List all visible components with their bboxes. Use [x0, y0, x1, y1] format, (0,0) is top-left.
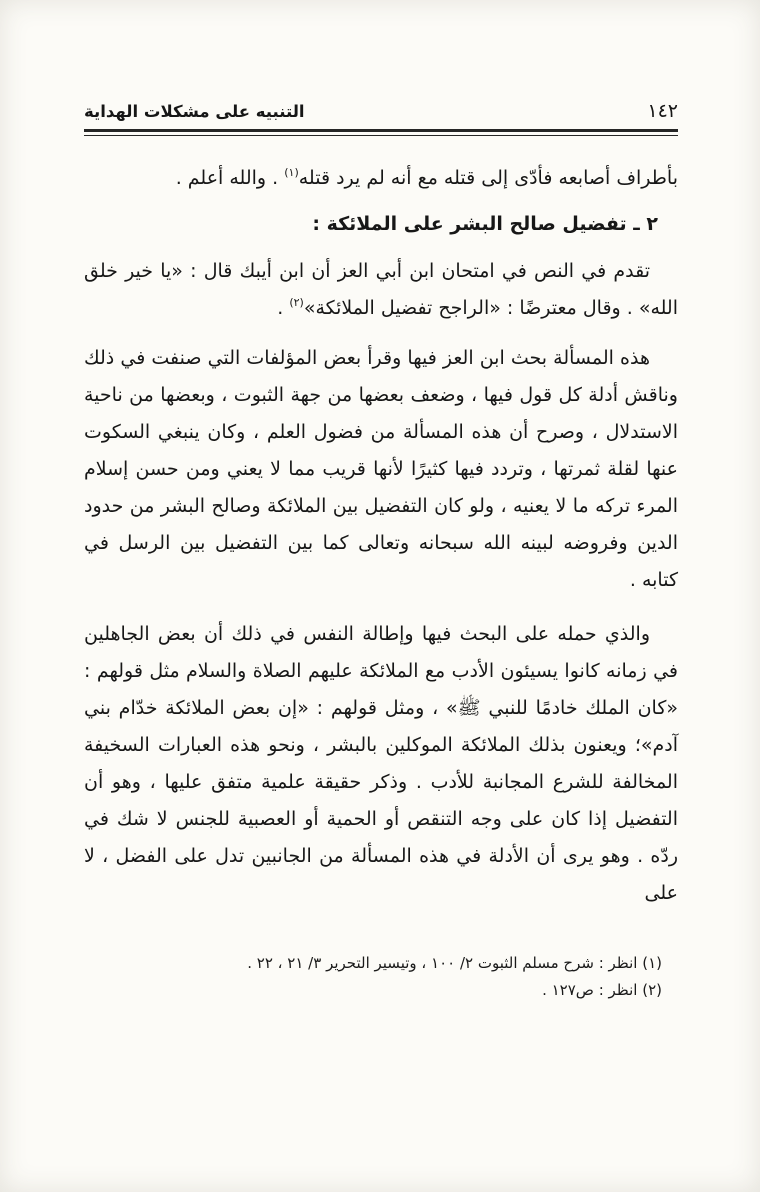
- paragraph-text: بأطراف أصابعه فأدّى إلى قتله مع أنه لم يرد قتله: [298, 167, 678, 189]
- paragraph-text: . والله أعلم .: [175, 167, 285, 189]
- header-rule-thick: [84, 129, 678, 132]
- page-number: ١٤٢: [647, 100, 678, 122]
- footnote-marker-2: (٢): [289, 296, 304, 309]
- page-body: [84, 160, 678, 912]
- page-content: [84, 0, 678, 1192]
- running-header: [84, 100, 678, 122]
- running-head-title: التنبيه على مشكلات الهداية: [84, 102, 305, 121]
- paragraph-continuation: [84, 160, 678, 197]
- footnotes-section: [84, 950, 678, 1004]
- footnote: (٢) انظر : ص١٢٧ .: [542, 981, 662, 999]
- paragraph-text: .: [277, 297, 290, 319]
- paragraph: [84, 253, 678, 327]
- paragraph-text: تقدم في النص في امتحان ابن أبي العز أن ابن أيبك قال : «يا خير خلق الله» . وقال معترضًا : «الراجح تفضيل الملائكة»: [84, 260, 678, 319]
- footnote: (١) انظر : شرح مسلم الثبوت ٢/ ١٠٠ ، وتيسير التحرير ٣/ ٢١ ، ٢٢ .: [247, 954, 662, 972]
- paragraph: والذي حمله على البحث فيها وإطالة النفس في ذلك أن بعض الجاهلين في زمانه كانوا يسيئون الأدب مع الملائكة عليهم الصلاة والسلام مثل قولهم : «كان الملك خادمًا للنبي ﷺ» ، ومثل قولهم : «إن بعض الملائكة خدّام بني آدم»؛ ويعنون بذلك الملائكة الموكلين بالبشر ، ونحو هذه العبارات السخيفة المخالفة للشرع المجانبة للأدب . وذكر حقيقة علمية متفق عليها ، وهو أن التفضيل إذا كان على وجه التنقص أو الحمية أو العصبية للجنس لا شك في ردّه . وهو يرى أن الأدلة في هذه المسألة من الجانبين تدل على الفضل ، لا على: [84, 623, 678, 904]
- header-rule-thin: [84, 135, 678, 136]
- footnote-marker-1: (١): [284, 166, 299, 179]
- paragraph: هذه المسألة بحث ابن العز فيها وقرأ بعض المؤلفات التي صنفت في ذلك وناقش أدلة كل قول فيها ، وضعف بعضها من جهة الثبوت ، وبعضها من ناحية الاستدلال ، وصرح أن هذه المسألة من فضول العلم ، وكان ينبغي السكوت عنها لقلة ثمرتها ، وتردد فيها كثيرًا لأنها قريب مما لا يعني ومن حسن إسلام المرء تركه ما لا يعنيه ، ولو كان التفضيل بين الملائكة وصالح البشر من حدود الدين وفروضه لبينه الله سبحانه وتعالى كما بين التفضيل بين الرسل في كتابه .: [84, 347, 678, 591]
- section-heading: ٢ ـ تفضيل صالح البشر على الملائكة :: [312, 213, 658, 235]
